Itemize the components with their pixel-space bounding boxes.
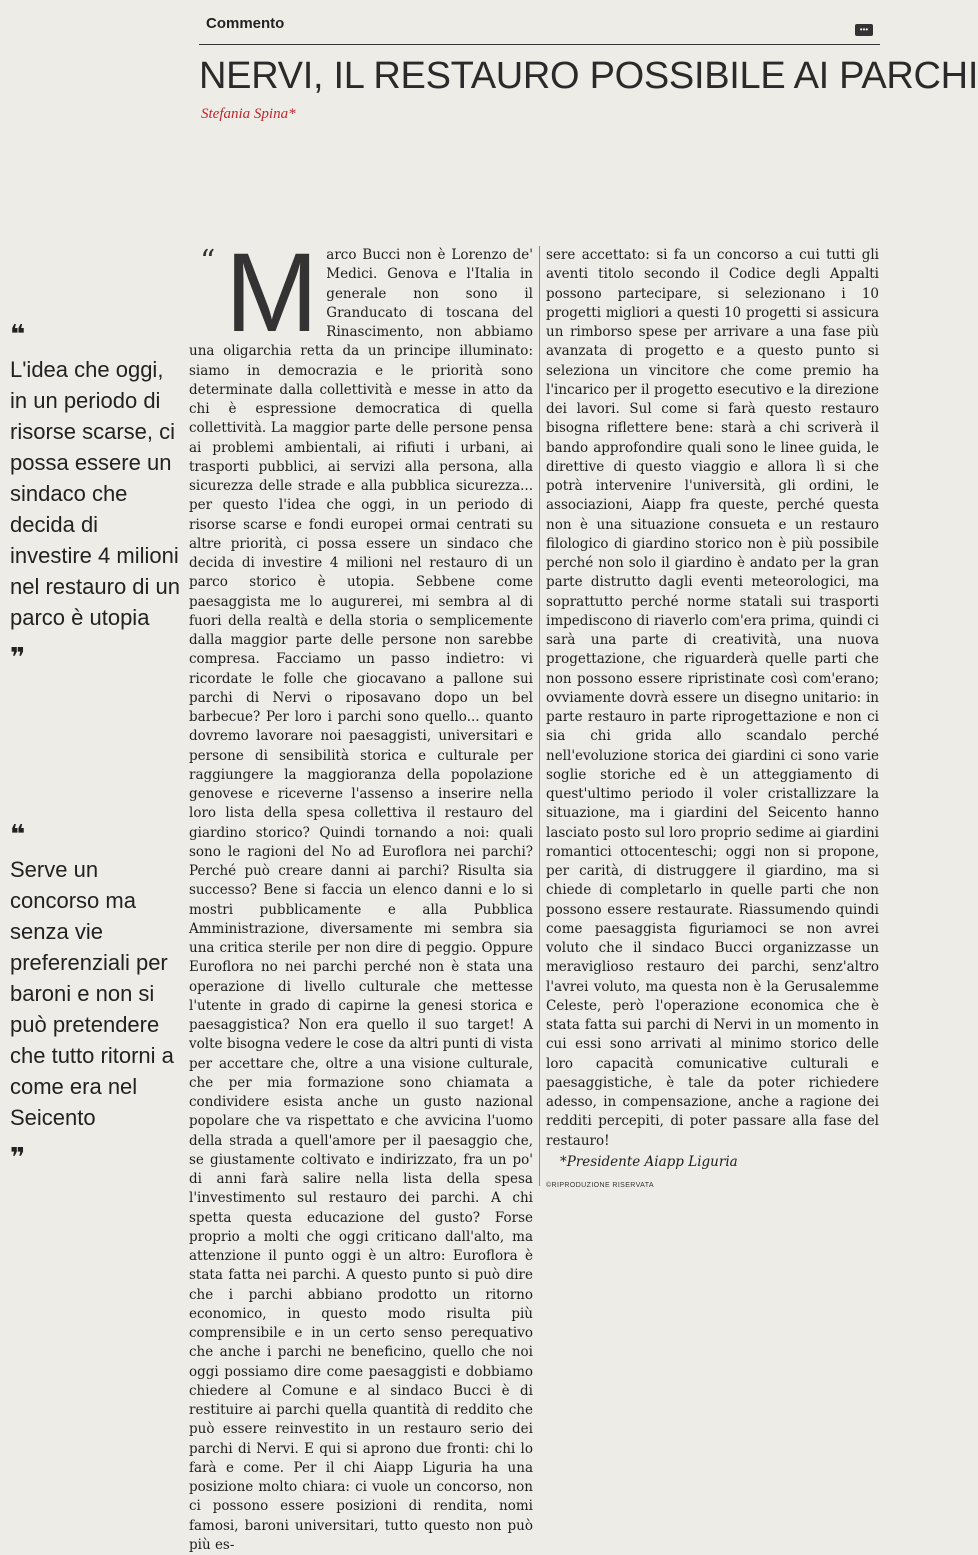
drop-cap: M [225,230,319,355]
column-divider [539,246,540,1186]
close-quote-icon: ❞ [10,643,26,673]
pull-quote-2 [10,822,186,1171]
article-text-2: sere accettato: si fa un concorso a cui tutti gli aventi titolo secondo il Codice degli Appalti possono partecipare, si selezionano i 10 progetti migliori a questi 10 progetti si assicura un rimborso spese per arrivare a una fase più avanzata di progetto e a questo punto si seleziona un vincitore che come premio ha l'incarico per il progetto esecutivo e la direzione dei lavori. Sul come si farà questo restauro bisogna riflettere bene: starà a chi scriverà il bando approfondire quali sono le linee guida, le direttive di questo viaggio e allora lì si che potrà intervenire l'università, gli ordini, le associazioni, Aiapp fra queste, perché questa non è una situazione consueta e un restauro filologico di giardino storico non è più possibile perché non solo il giardino è andato per la gran parte distrutto dagli eventi meteorologici, ma soprattutto perché norme statali sui trasporti impediscono di riaverlo com'era prima, quindi ci sarà una parte di creatività, una nuova progettazione, che riguarderà quelle parti che non possono essere ripristinate così com'erano; ovviamente dovrà essere un disegno unitario: in parte restauro in parte riprogettazione e non ci sia chi grida allo scandalo perché nell'evoluzione storica dei giardini ci sono varie soglie storiche ed è un atteggiamento di quest'ultimo periodo il voler cristallizzare la situazione, ma i giardini del Seicento hanno lasciato posto sul loro proprio sedime ai giardini romantici ottocenteschi; oggi non si propone, per carità, di distruggere il giardino, ma si chiede di completarlo in quelle parti che non possono essere restaurate. Riassumendo quindi come paesaggista figuriamoci se non avrei voluto che il sindaco Bucci organizzasse un meraviglioso restauro dei parchi, senz'altro l'avrei voluto, ma questa non è la Gerusalemme Celeste, però l'operazione economica che è stata fatta sui parchi di Nervi in un momento in cui essi sono arrivati al minimo storico delle loro capacità comunicative culturali e paesaggistiche, è tale da poter richiedere adesso, in compensazione, anche a ragione dei redditi percepiti, di poter passare alla fase del restauro! [546,247,879,1149]
pull-quote-2-text: Serve un concorso ma senza vie preferenziali per baroni e non si può pretendere che tutto ritorni a come era nel Seicento [10,857,174,1130]
header-rule [199,44,880,45]
pull-quote-1-text: L'idea che oggi, in un periodo di risorse scarse, ci possa essere un sindaco che decida di investire 4 milioni nel restauro di un parco è utopia [10,357,180,630]
section-label: Commento [206,15,285,32]
headline: NERVI, IL RESTAURO POSSIBILE AI PARCHI [199,55,978,97]
article-column-2 [546,246,879,1195]
copyright-notice: ©RIPRODUZIONE RISERVATA [546,1182,654,1189]
close-quote-icon: ❞ [10,1143,26,1173]
article-column-1 [189,230,533,1553]
byline: Stefania Spina* [201,106,296,122]
drop-quote-mark: “ [200,244,216,279]
open-quote-icon: ❝ [10,320,26,350]
article-text-1: arco Bucci non è Lorenzo de' Medici. Genova e l'Italia in generale non sono il Granducato di toscana del Rinascimento, non abbiamo una oligarchia retta da un principe illuminato: siamo in democrazia e le priorità sono determinate dalla collettività e messe in atto da chi è espressione democratica di quella collettività. La maggior parte delle persone pensa ai problemi ambientali, ai rifiuti i urbani, ai trasporti pubblici, ai servizi alla persona, alla sicurezza delle strade e alla pubblica sicurezza... per questo l'idea che oggi, in un periodo di risorse scarse e fondi europei ormai centrati su altre priorità, ci possa essere un sindaco che decida di investire 4 milioni nel restauro di un parco storico è utopia. Sebbene come paesaggista me lo augurerei, mi sembra al di fuori della realtà e della storia o semplicemente dalla maggior parte delle persone non sarebbe compresa. Facciamo un passo indietro: vi ricordate le folle che giocavano a pallone sui parchi di Nervi o riposavano dopo un bel barbecue? Per loro i parchi sono quello... quanto dovremo lavorare noi paesaggisti, universitari e persone di sensibilità storica e culturale per raggiungere la maggioranza della popolazione genovese e riceverne l'assenso a inserire nella loro lista della spesa collettiva il restauro del giardino storico? Quindi tornando a noi: quali sono le ragioni del No ad Euroflora nei parchi? Perché può creare danni ai parchi? Risulta sia successo? Bene si faccia un elenco danni e lo si mostri pubblicamente e alla Pubblica Amministrazione, diversamente mi sembra sia una critica sterile per non dire di peggio. Oppure Euroflora no nei parchi perché non è stata una operazione di livello culturale che mettesse l'utente in grado di capirne la genesi storica e paesaggistica? Non era quello il suo target! A volte bisogna vedere le cose da altri punti di vista per accettare che, oltre a una visione culturale, che per mia formazione sono chiamata a condividere esista anche un gusto nazional popolare che va rispettato e che avvicina l'uomo della strada a quell'amore per il paesaggio che, se giustamente coltivato e indirizzato, fra un po' di anni farà salire nella lista della spesa l'investimento sul restauro dei parchi. A chi spetta questa educazione del gusto? Forse proprio a molti che oggi criticano dall'alto, ma attenzione il punto oggi è un altro: Euroflora è stata fatta nei parchi. A questo punto si può dire che i parchi abbiano prodotto un ritorno economico, in questo modo risulta più comprensibile e in un certo senso perequativo che anche i parchi ne beneficino, quello che noi oggi possiamo dire come paesaggisti e dobbiamo chiedere al Comune e al sindaco Bucci è di restituire ai parchi quella quantità di reddito che può essere reinvestito in un restauro serio dei parchi di Nervi. E qui si aprono due fronti: chi lo farà e come. Per il chi Aiapp Liguria ha una posizione molto chiara: ci vuole un concorso, non ci possono essere posizioni di rendita, nomi famosi, baroni universitari, tutto questo non può più es- [189,247,533,1553]
open-quote-icon: ❝ [10,820,26,850]
pull-quote-1 [10,322,186,671]
comment-icon: ••• [855,24,873,36]
author-signature: *Presidente Aiapp Liguria [560,1153,738,1170]
